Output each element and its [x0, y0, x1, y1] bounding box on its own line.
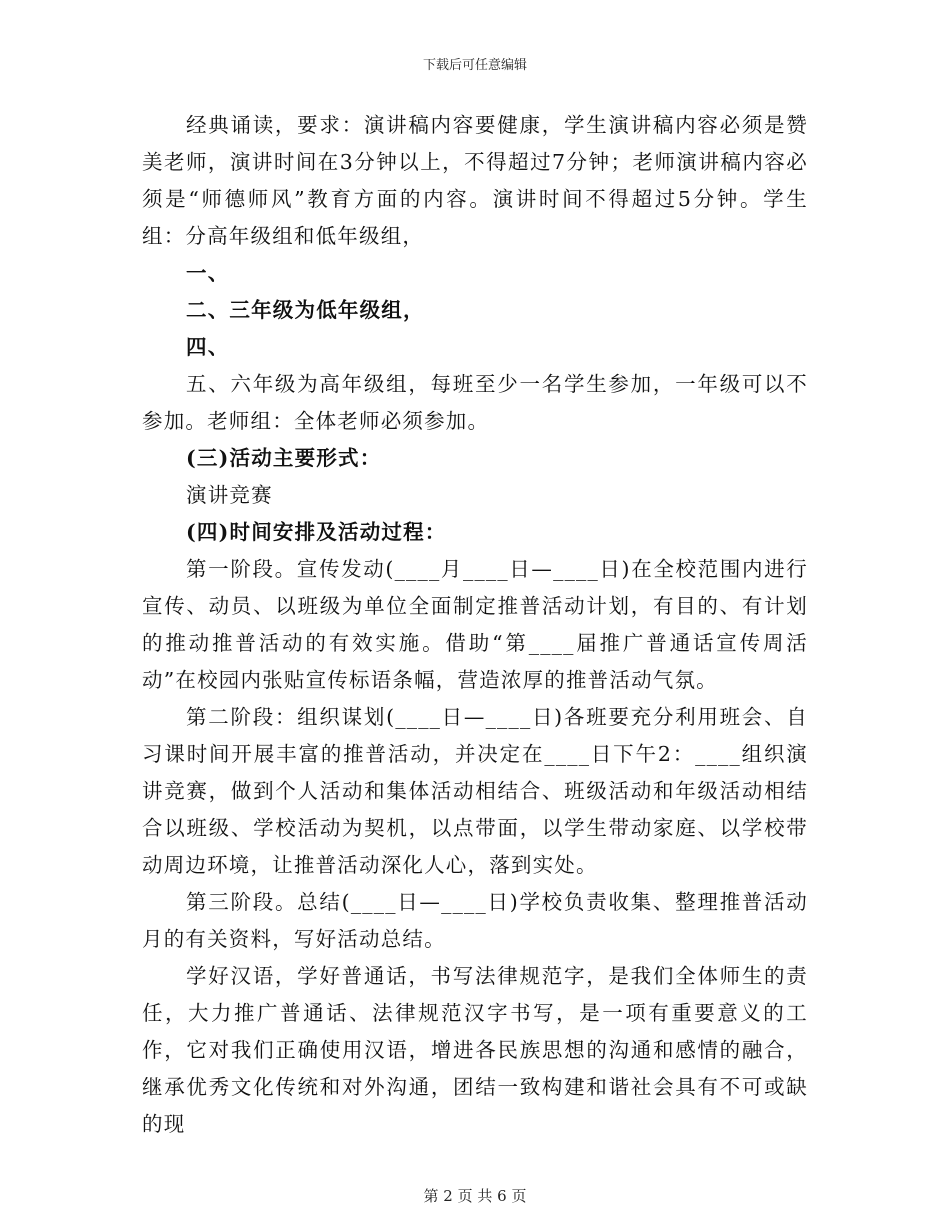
paragraph: 四、: [186, 335, 230, 359]
paragraph: 一、: [186, 261, 230, 285]
paragraph: 第三阶段。总结(____日—____日)学校负责收集、整理推普活动月的有关资料，写好活动总结。: [142, 890, 808, 951]
paragraph: 演讲竞赛: [186, 483, 273, 507]
page-header: 下载后可任意编辑: [422, 58, 527, 73]
paragraph: 二、三年级为低年级组，: [186, 298, 425, 322]
paragraph: 第一阶段。宣传发动(____月____日—____日)在全校范围内进行宣传、动员、以班级为单位全面制定推普活动计划，有目的、有计划的推动推普活动的有效实施。借助“第____届推广普通话宣传周活动”在校园内张贴宣传标语条幅，营造浓厚的推普活动气氛。: [142, 557, 808, 692]
section-heading: (四)时间安排及活动过程：: [186, 520, 447, 544]
paragraph: 五、六年级为高年级组，每班至少一名学生参加，一年级可以不参加。老师组：全体老师必须参加。: [142, 372, 808, 433]
paragraph: 第二阶段：组织谋划(____日—____日)各班要充分利用班会、自习课时间开展丰富的推普活动，并决定在____日下午2：____组织演讲竞赛，做到个人活动和集体活动相结合、班级活动和年级活动相结合以班级、学校活动为契机，以点带面，以学生带动家庭、以学校带动周边环境，让推普活动深化人心，落到实处。: [142, 705, 808, 877]
document-body: [142, 107, 808, 1143]
paragraph: 经典诵读，要求：演讲稿内容要健康，学生演讲稿内容必须是赞美老师，演讲时间在3分钟以上，不得超过7分钟；老师演讲稿内容必须是“师德师风”教育方面的内容。演讲时间不得超过5分钟。学生组：分高年级组和低年级组，: [142, 113, 808, 248]
section-heading: (三)活动主要形式：: [186, 446, 382, 470]
paragraph: 学好汉语，学好普通话，书写法律规范字，是我们全体师生的责任，大力推广普通话、法律规范汉字书写，是一项有重要意义的工作，它对我们正确使用汉语，增进各民族思想的沟通和感情的融合，继承优秀文化传统和对外沟通，团结一致构建和谐社会具有不可或缺的现: [142, 964, 808, 1136]
page-footer: 第 2 页 共 6 页: [423, 1187, 527, 1205]
